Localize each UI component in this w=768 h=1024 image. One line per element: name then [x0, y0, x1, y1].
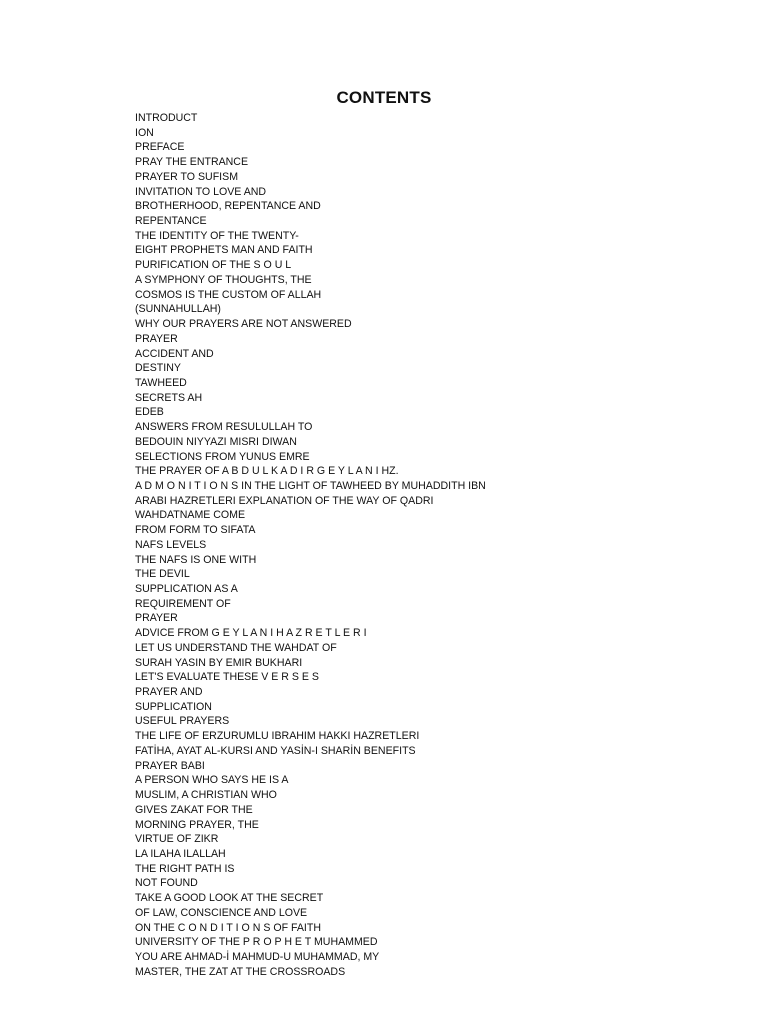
toc-entry: VIRTUE OF ZIKR — [135, 833, 219, 846]
toc-entry: A D M O N I T I O N S IN THE LIGHT OF TAWHEED BY MUHADDITH IBN — [135, 479, 486, 492]
toc-entry: BROTHERHOOD, REPENTANCE AND — [135, 200, 321, 213]
toc-entry: GIVES ZAKAT FOR THE — [135, 803, 253, 816]
toc-entry: PRAYER BABI — [135, 759, 205, 772]
toc-entry: SECRETS AH — [135, 391, 203, 404]
toc-entry: PURIFICATION OF THE S O U L — [135, 259, 292, 272]
toc-entry: SELECTIONS FROM YUNUS EMRE — [135, 450, 310, 463]
page-title: CONTENTS — [336, 88, 432, 107]
toc-entry: THE PRAYER OF A B D U L K A D I R G E Y L A N I HZ. — [135, 465, 399, 478]
toc-entry: ARABI HAZRETLERI EXPLANATION OF THE WAY OF QADRI — [135, 494, 434, 507]
toc-entry: DESTINY — [135, 362, 181, 375]
toc-entry: SUPPLICATION AS A — [135, 583, 238, 595]
toc-entry: MASTER, THE ZAT AT THE CROSSROADS — [135, 965, 346, 978]
toc-entry: ANSWERS FROM RESULULLAH TO — [135, 421, 313, 434]
toc-entry: PREFACE — [135, 141, 185, 154]
toc-entry: WAHDATNAME COME — [135, 509, 246, 522]
toc-entry: THE IDENTITY OF THE TWENTY- — [135, 229, 299, 242]
toc-entry: MORNING PRAYER, THE — [135, 818, 259, 831]
toc-entry: LA ILAHA ILALLAH — [135, 847, 226, 860]
toc-entry: PRAYER — [135, 332, 178, 345]
toc-entry: MUSLIM, A CHRISTIAN WHO — [135, 789, 277, 802]
toc-entry: LET'S EVALUATE THESE V E R S E S — [135, 671, 319, 684]
toc-entry: TAKE A GOOD LOOK AT THE SECRET — [135, 892, 324, 905]
toc-entry: A PERSON WHO SAYS HE IS A — [135, 774, 289, 787]
toc-entry: FATİHA, AYAT AL-KURSI AND YASİN-I SHARİN BENEFITS — [135, 744, 416, 757]
toc-entry: BEDOUIN NIYYAZI MISRI DIWAN — [135, 435, 297, 448]
toc-entry: REQUIREMENT OF — [135, 597, 231, 610]
toc-entry: REPENTANCE — [135, 215, 207, 228]
toc-entry: INTRODUCT — [135, 112, 198, 124]
toc-entry: COSMOS IS THE CUSTOM OF ALLAH — [135, 288, 322, 301]
toc-entry: USEFUL PRAYERS — [135, 715, 230, 728]
toc-entry: (SUNNAHULLAH) — [135, 303, 221, 316]
toc-entry: SUPPLICATION — [135, 700, 212, 713]
toc-entry: WHY OUR PRAYERS ARE NOT ANSWERED — [135, 318, 352, 331]
toc-entry: PRAYER — [135, 612, 178, 625]
toc-entry: FROM FORM TO SIFATA — [135, 524, 256, 537]
toc-entry: A SYMPHONY OF THOUGHTS, THE — [135, 273, 312, 286]
toc-entry: PRAYER TO SUFISM — [135, 170, 239, 183]
toc-entry: THE NAFS IS ONE WITH — [135, 553, 257, 566]
toc-entry: THE LIFE OF ERZURUMLU IBRAHIM HAKKI HAZRETLERI — [135, 730, 420, 743]
toc-entry: EIGHT PROPHETS MAN AND FAITH — [135, 244, 313, 257]
toc-entry: THE RIGHT PATH IS — [135, 862, 235, 875]
toc-entry: ON THE C O N D I T I O N S OF FAITH — [135, 921, 322, 934]
toc-entry: PRAY THE ENTRANCE — [135, 156, 249, 169]
toc-entry: THE DEVIL — [135, 568, 190, 581]
toc-entry: OF LAW, CONSCIENCE AND LOVE — [135, 906, 308, 919]
toc-entry: LET US UNDERSTAND THE WAHDAT OF — [135, 641, 337, 654]
toc-entry: SURAH YASIN BY EMIR BUKHARI — [135, 656, 303, 669]
table-of-contents — [135, 111, 735, 979]
toc-entry: PRAYER AND — [135, 686, 203, 699]
toc-entry: INVITATION TO LOVE AND — [135, 185, 267, 198]
toc-entry: EDEB — [135, 406, 164, 419]
toc-entry: ADVICE FROM G E Y L A N I H A Z R E T L E R I — [135, 627, 367, 640]
toc-entry: ACCIDENT AND — [135, 347, 214, 360]
toc-entry: NOT FOUND — [135, 877, 198, 890]
toc-entry: UNIVERSITY OF THE P R O P H E T MUHAMMED — [135, 936, 378, 949]
toc-entry: NAFS LEVELS — [135, 538, 207, 551]
toc-entry: TAWHEED — [135, 376, 187, 389]
toc-entry: ION — [135, 126, 154, 139]
toc-entry: YOU ARE AHMAD-İ MAHMUD-U MUHAMMAD, MY — [135, 950, 380, 963]
